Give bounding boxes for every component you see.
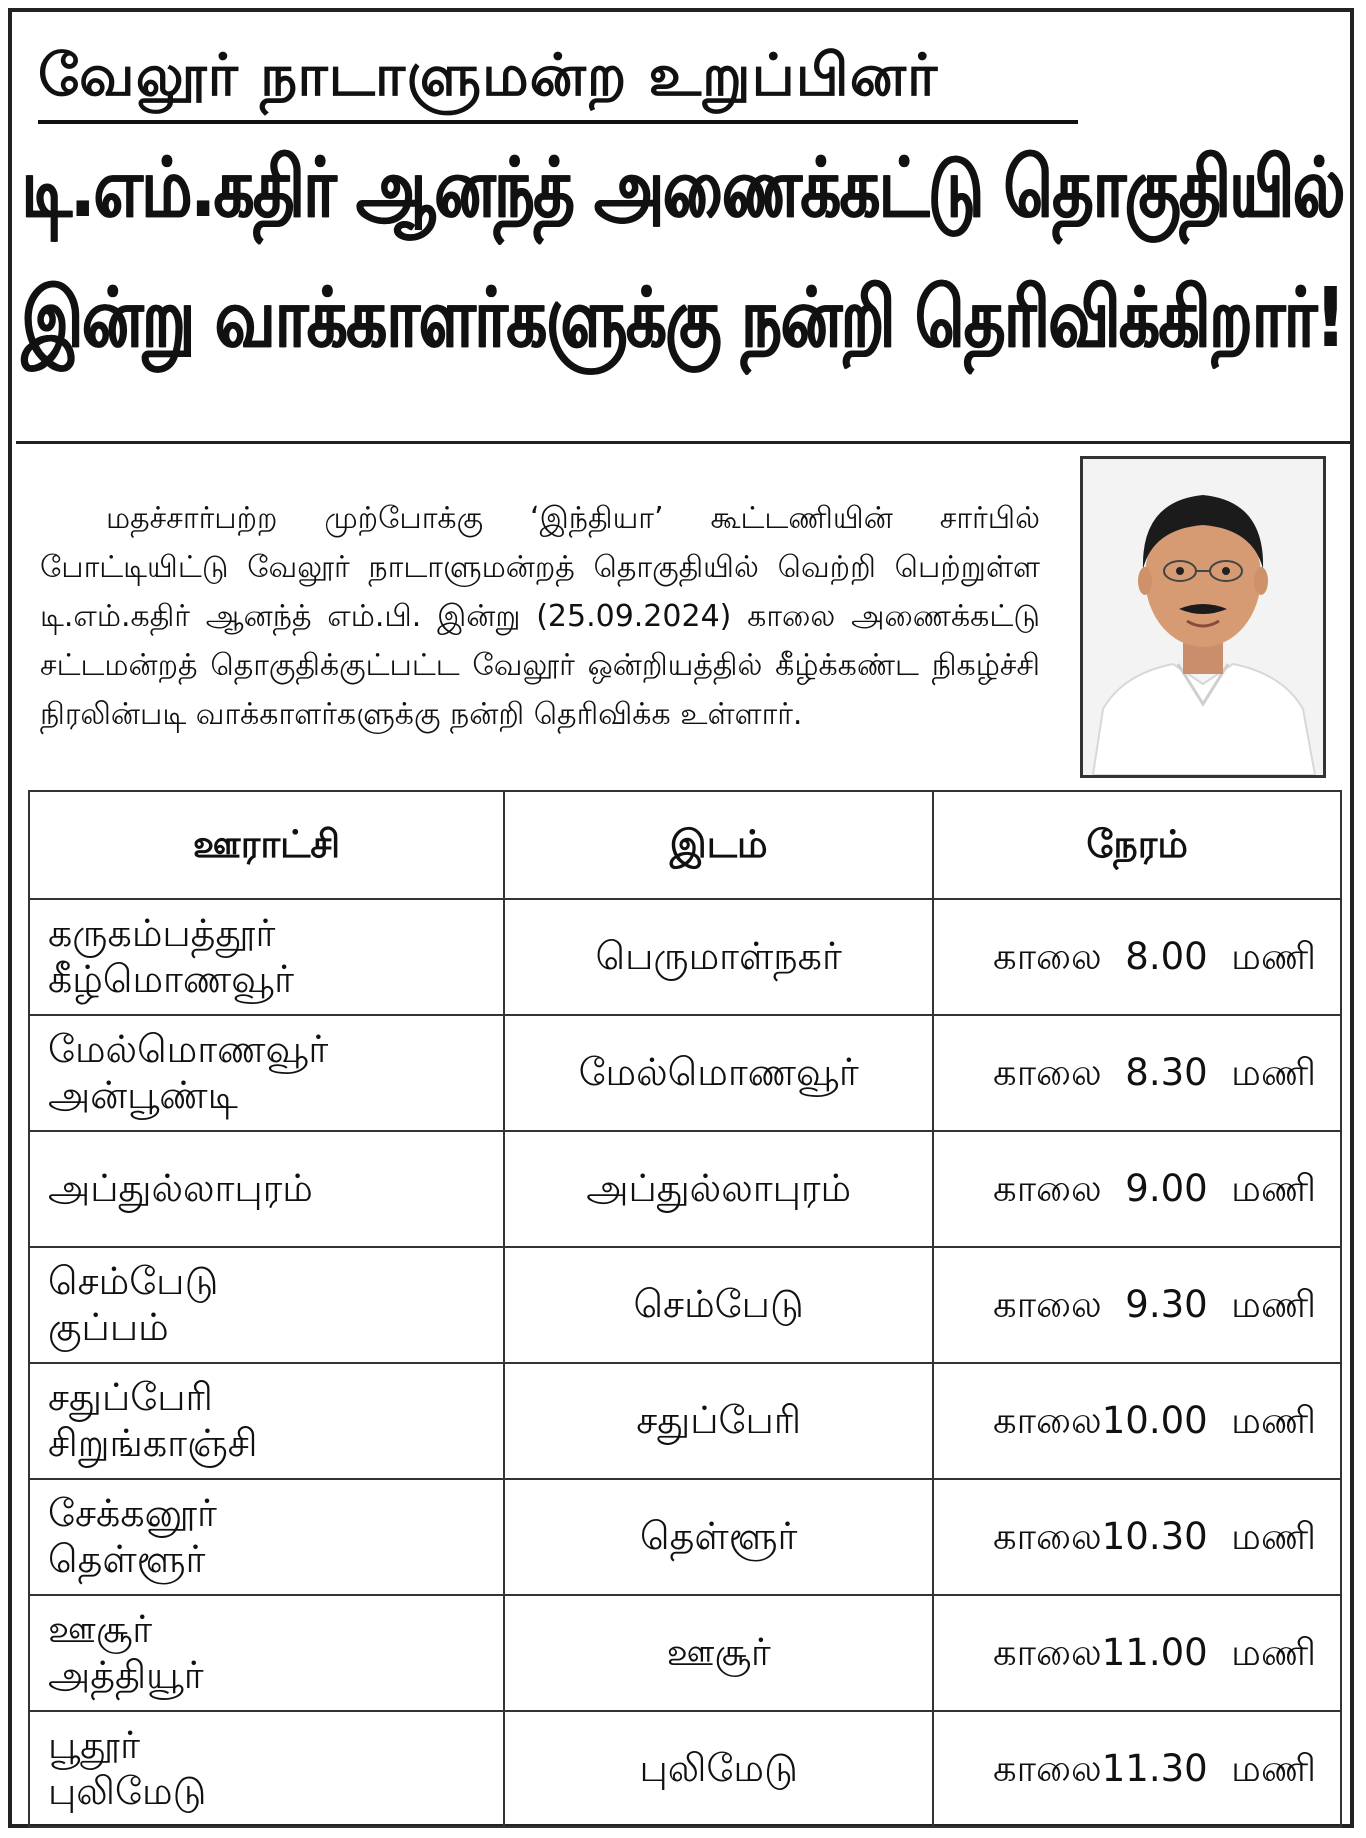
- time-cell: காலை 9.30 மணி: [933, 1247, 1341, 1363]
- table-row: [29, 1247, 1341, 1363]
- panchayat-name: தெள்ளூர்: [48, 1537, 206, 1581]
- panchayat-name: கீழ்மொணவூர்: [48, 957, 294, 1001]
- panchayat-name: சேக்கனூர்: [48, 1491, 217, 1536]
- place-cell: ஊசூர்: [504, 1595, 933, 1711]
- table-row: [29, 899, 1341, 1015]
- panchayat-name: அன்பூண்டி: [48, 1073, 238, 1117]
- table-row: [29, 1363, 1341, 1479]
- place-cell: சதுப்பேரி: [504, 1363, 933, 1479]
- subtitle-underline: [38, 120, 1078, 124]
- time-cell: காலை 9.00 மணி: [933, 1131, 1341, 1247]
- panchayat-name: மேல்மொணவூர்: [48, 1027, 329, 1072]
- header-subtitle: வேலூர் நாடாளுமன்ற உறுப்பினர்: [38, 41, 939, 109]
- time-cell: காலை10.00 மணி: [933, 1363, 1341, 1479]
- panchayat-cell: [29, 1479, 504, 1595]
- panchayat-name: பூதூர்: [48, 1723, 141, 1768]
- panchayat-cell: [29, 1363, 504, 1479]
- panchayat-name: சதுப்பேரி: [48, 1375, 213, 1420]
- panchayat-name: குப்பம்: [48, 1305, 169, 1349]
- panchayat-cell: [29, 1247, 504, 1363]
- column-header-place: இடம்: [504, 791, 933, 899]
- place-cell: அப்துல்லாபுரம்: [504, 1131, 933, 1247]
- headline-line-1: டி.எம்.கதிர் ஆனந்த் அணைக்கட்டு தொகுதியில்: [22, 141, 1345, 236]
- portrait-photo: [1080, 456, 1326, 778]
- panchayat-name: செம்பேடு: [48, 1259, 219, 1304]
- time-cell: காலை11.00 மணி: [933, 1595, 1341, 1711]
- panchayat-cell: [29, 1015, 504, 1131]
- place-cell: பெருமாள்நகர்: [504, 899, 933, 1015]
- column-header-panchayat: ஊராட்சி: [29, 791, 504, 899]
- panchayat-cell: [29, 1131, 504, 1247]
- headline-line-2: இன்று வாக்காளர்களுக்கு நன்றி தெரிவிக்கிறார்!: [22, 271, 1345, 366]
- time-cell: காலை11.30 மணி: [933, 1711, 1341, 1827]
- header-banner: [16, 16, 1350, 444]
- panchayat-cell: [29, 1711, 504, 1827]
- table-row: [29, 1015, 1341, 1131]
- panchayat-name: அப்துல்லாபுரம்: [48, 1166, 313, 1211]
- person-portrait-icon: [1083, 459, 1323, 775]
- table-row: [29, 1131, 1341, 1247]
- intro-paragraph: மதச்சார்பற்ற முற்போக்கு ‘இந்தியா’ கூட்டணியின் சார்பில் போட்டியிட்டு வேலூர் நாடாளுமன்றத் தொகுதியில் வெற்றி பெற்றுள்ள டி.எம்.கதிர் ஆனந்த் எம்.பி. இன்று (25.09.2024) காலை அணைக்கட்டு சட்டமன்றத் தொகுதிக்குட்பட்ட வேலூர் ஒன்றியத்தில் கீழ்க்கண்ட நிகழ்ச்சி நிரலின்படி வாக்காளர்களுக்கு நன்றி தெரிவிக்க உள்ளார்.: [40, 501, 1040, 732]
- panchayat-name: கருகம்பத்தூர்: [48, 911, 276, 956]
- table-row: [29, 1711, 1341, 1827]
- place-cell: செம்பேடு: [504, 1247, 933, 1363]
- time-cell: காலை 8.00 மணி: [933, 899, 1341, 1015]
- table-row: [29, 1595, 1341, 1711]
- place-cell: புலிமேடு: [504, 1711, 933, 1827]
- panchayat-name: சிறுங்காஞ்சி: [48, 1421, 258, 1465]
- table-row: [29, 1479, 1341, 1595]
- panchayat-name: புலிமேடு: [48, 1769, 207, 1813]
- place-cell: தெள்ளூர்: [504, 1479, 933, 1595]
- column-header-time: நேரம்: [933, 791, 1341, 899]
- panchayat-cell: [29, 899, 504, 1015]
- panchayat-name: அத்தியூர்: [48, 1653, 204, 1697]
- schedule-table: [28, 790, 1342, 1828]
- panchayat-name: ஊசூர்: [48, 1607, 153, 1652]
- panchayat-cell: [29, 1595, 504, 1711]
- time-cell: காலை 8.30 மணி: [933, 1015, 1341, 1131]
- place-cell: மேல்மொணவூர்: [504, 1015, 933, 1131]
- time-cell: காலை10.30 மணி: [933, 1479, 1341, 1595]
- table-header-row: [29, 791, 1341, 899]
